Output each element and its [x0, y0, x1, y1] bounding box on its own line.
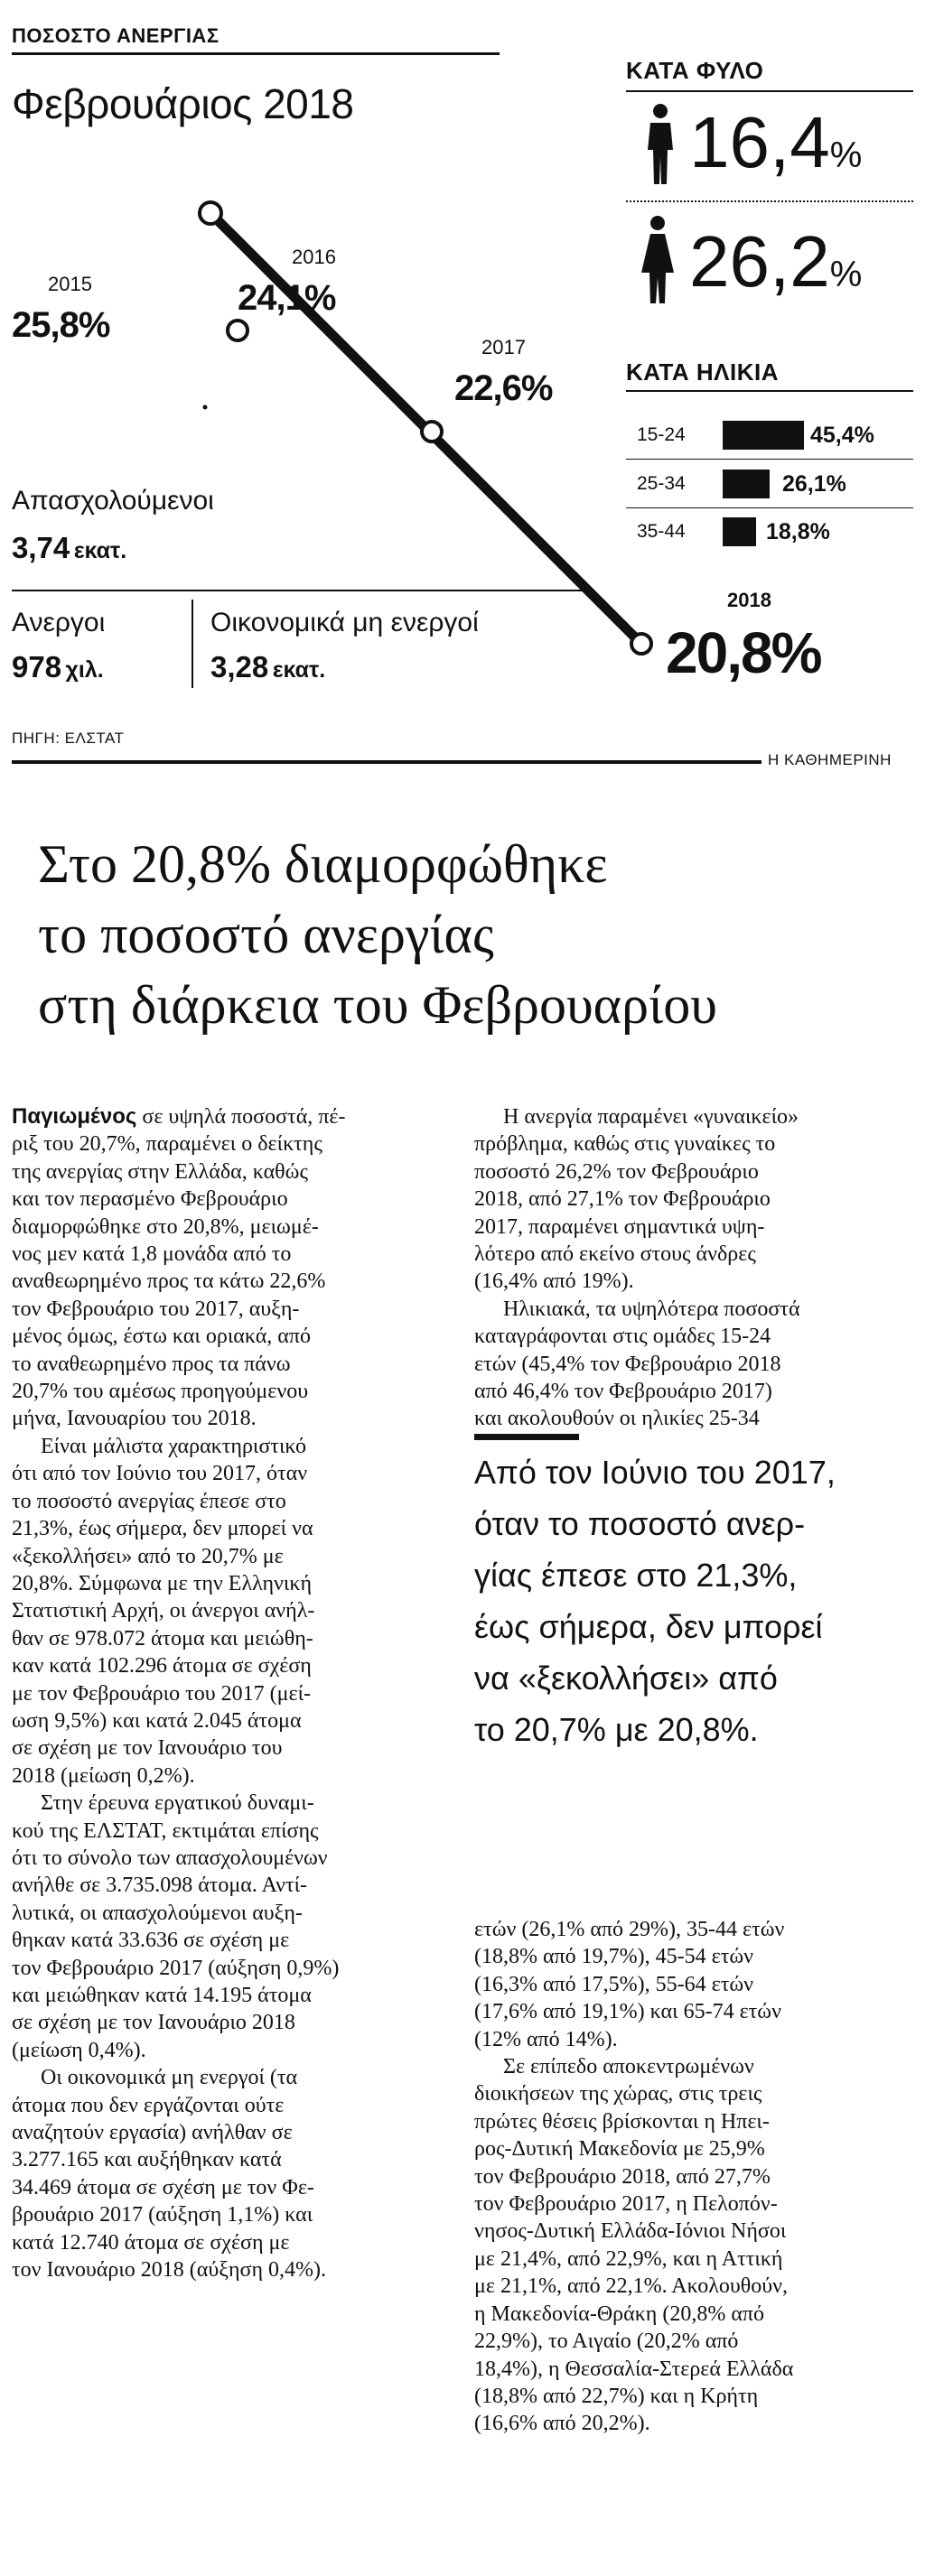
year-2018-label: 2018: [727, 589, 771, 611]
gender-heading-rule: [626, 90, 913, 92]
pull-quote-line: το 20,7% με 20,8%.: [474, 1711, 759, 1748]
article-line: Η ανεργία παραμένει «γυναικείο»: [503, 1105, 799, 1129]
article-line: (17,6% από 19,1%) και 65-74 ετών: [474, 2000, 781, 2024]
article-line: κατά 12.740 άτομα σε σχέση με: [12, 2230, 290, 2255]
article-line: ριξ του 20,7%, παραμένει ο δείκτης: [12, 1132, 322, 1157]
article-line: καν κατά 102.296 άτομα σε σχέση: [12, 1654, 312, 1679]
article-line: και ακολουθούν οι ηλικίες 25-34: [474, 1407, 760, 1431]
article-line: Ηλικιακά, τα υψηλότερα ποσοστά: [503, 1297, 800, 1321]
age-row-value: 45,4%: [810, 423, 874, 448]
point-2016: [228, 321, 248, 340]
article-line: ωση 9,5%) και κατά 2.045 άτομα: [12, 1708, 302, 1733]
article-line: 21,3%, έως σήμερα, δεν μπορεί να: [12, 1517, 313, 1541]
article-line: το αναθεωρημένο προς τα πάνω: [12, 1352, 291, 1376]
employed-value: 3,74: [12, 531, 70, 564]
pull-quote-line: όταν το ποσοστό ανερ-: [474, 1505, 806, 1542]
article-line: άτομα που δεν εργάζονται ούτε: [12, 2093, 285, 2117]
article-line: ανήλθε σε 3.735.098 άτομα. Αντί-: [12, 1874, 308, 1898]
age-bar-35-44: [723, 517, 756, 546]
year-2017-label: 2017: [481, 336, 526, 358]
article-line: αναθεωρημένο προς τα κάτω 22,6%: [12, 1269, 326, 1294]
lead-word: Παγιωμένος: [12, 1104, 137, 1129]
age-row-divider: [626, 459, 913, 460]
point-2015: [200, 202, 221, 224]
article-line: νος μεν κατά 1,8 μονάδα από το: [12, 1242, 292, 1267]
article-line: σε σχέση με τον Ιανουάριο 2018: [12, 2011, 295, 2035]
article-line: μένος όμως, έστω και οριακά, από: [12, 1325, 311, 1349]
article-line: ρος-Δυτική Μακεδονία με 25,9%: [474, 2137, 765, 2162]
article-line: 3.277.165 και αυξήθηκαν κατά: [12, 2148, 282, 2172]
article-line: 18,4%), η Θεσσαλία-Στερεά Ελλάδα: [474, 2357, 794, 2381]
article-headline: [38, 829, 905, 1040]
male-rate: [689, 102, 863, 182]
inactive-unit: εκατ.: [272, 657, 326, 683]
article-line-text: σε υψηλά ποσοστά, πέ-: [136, 1105, 346, 1129]
article-line: 20,8%. Σύμφωνα με την Ελληνική: [12, 1571, 313, 1595]
article-line: (16,4% από 19%).: [474, 1269, 634, 1294]
article-line: (16,6% από 20,2%).: [474, 2412, 650, 2436]
unemployed-value: 978: [12, 650, 62, 684]
article-line: το ποσοστό ανεργίας έπεσε στο: [12, 1489, 286, 1513]
article-line: 2017, παραμένει σημαντικά υψη-: [474, 1214, 765, 1239]
female-rate-percent: %: [829, 255, 863, 294]
article-line: από 46,4% τον Φεβρουάριο 2017): [474, 1380, 772, 1404]
gender-dotted-divider: [626, 200, 913, 202]
article-line: (16,3% από 17,5%), 55-64 ετών: [474, 1972, 754, 1996]
headline-line: στη διάρκεια του Φεβρουαρίου: [38, 975, 717, 1035]
article-line: [12, 1103, 442, 1130]
article-line: Στατιστική Αρχή, οι άνεργοι ανήλ-: [12, 1599, 315, 1623]
article-line: ποσοστό 26,2% τον Φεβρουάριο: [474, 1159, 759, 1184]
article-line: τον Φεβρουάριο 2017 (αύξηση 0,9%): [12, 1956, 340, 1980]
infographic-title: Φεβρουάριος 2018: [12, 80, 354, 127]
year-2016-label: 2016: [292, 246, 336, 268]
pull-quote: [474, 1446, 899, 1755]
article-line: (18,8% από 19,7%), 45-54 ετών: [474, 1945, 754, 1969]
inactive-value: 3,28: [210, 650, 269, 684]
article-line: Οι οικονομικά μη ενεργοί (τα: [41, 2066, 298, 2090]
article-line: ετών (26,1% από 29%), 35-44 ετών: [474, 1918, 785, 1941]
article-line: τον Ιανουάριο 2018 (αύξηση 0,4%).: [12, 2258, 326, 2283]
article-line: θαν σε 978.072 άτομα και μειώθη-: [12, 1626, 313, 1651]
article-line: μήνα, Ιανουαρίου του 2018.: [12, 1407, 257, 1431]
article-left-column: [12, 1103, 442, 2283]
article-line: 34.469 άτομα σε σχέση με τον Φε-: [12, 2175, 314, 2199]
infographic-kicker: ΠΟΣΟΣΤΟ ΑΝΕΡΓΙΑΣ: [12, 24, 220, 47]
unemployed-label: Ανεργοι: [12, 608, 106, 637]
article-line: νησος-Δυτική Ελλάδα-Ιόνιοι Νήσοι: [474, 2219, 787, 2244]
pull-quote-bar: [474, 1434, 579, 1440]
male-rate-percent: %: [829, 135, 863, 175]
dot-marker: [203, 405, 208, 410]
inactive-label: Οικονομικά μη ενεργοί: [210, 608, 479, 637]
article-line: κού της ΕΛΣΤΑΤ, εκτιμάται επίσης: [12, 1818, 319, 1843]
article-line: λυτικά, οι απασχολούμενοι αυξη-: [12, 1901, 303, 1925]
article-line: Στην έρευνα εργατικού δυναμι-: [41, 1791, 314, 1816]
pull-quote-line: γίας έπεσε στο 21,3%,: [474, 1557, 798, 1594]
pull-quote-line: Από τον Ιούνιο του 2017,: [474, 1454, 836, 1491]
male-person-icon: [644, 103, 677, 186]
age-row-label: 25-34: [637, 473, 686, 494]
article-line: 2018 (μείωση 0,2%).: [12, 1763, 195, 1788]
article-line: σε σχέση με τον Ιανουάριο του: [12, 1736, 283, 1761]
article-line: η Μακεδονία-Θράκη (20,8% από: [474, 2302, 765, 2326]
year-2015-value: 25,8%: [12, 305, 110, 345]
point-2018: [631, 634, 651, 654]
year-2017-value: 22,6%: [454, 368, 553, 408]
gender-heading: ΚΑΤΑ ΦΥΛΟ: [626, 57, 764, 84]
article-line: και τον περασμένο Φεβρουάριο: [12, 1187, 288, 1212]
article-line: τον Φεβρουάριο 2018, από 27,7%: [474, 2164, 771, 2189]
male-rate-number: 16,4: [689, 102, 830, 182]
article-line: ετών (45,4% τον Φεβρουάριο 2018: [474, 1352, 781, 1376]
article-line: αναζητούν εργασία) ανήλθαν σε: [12, 2121, 293, 2145]
year-2015-label: 2015: [48, 273, 92, 295]
publisher-credit: Η ΚΑΘΗΜΕΡΙΝΗ: [768, 751, 892, 768]
article-line: πρώτες θέσεις βρίσκονται η Ηπει-: [474, 2109, 770, 2134]
age-row-value: 26,1%: [782, 471, 846, 497]
footer-rule: [12, 760, 761, 764]
article-line: (18,8% από 22,7%) και η Κρήτη: [474, 2384, 759, 2408]
article-line: (μείωση 0,4%).: [12, 2038, 146, 2062]
source-credit: ΠΗΓΗ: ΕΛΣΤΑΤ: [12, 730, 125, 747]
article-line: με 21,1%, από 22,1%. Ακολουθούν,: [474, 2274, 788, 2299]
article-right-column-bottom: [474, 1916, 904, 2438]
unemployed-value-row: [12, 650, 104, 684]
stats-divider: [12, 590, 590, 591]
article-line: 20,7% του αμέσως προηγούμενου: [12, 1380, 309, 1404]
article-line: βρουάριο 2017 (αύξηση 1,1%) και: [12, 2203, 313, 2227]
age-row-divider: [626, 507, 913, 508]
age-row-label: 15-24: [637, 424, 686, 445]
article-line: 22,9%), το Αιγαίο (20,2% από: [474, 2330, 739, 2354]
age-bar-15-24: [723, 421, 804, 450]
age-bar-25-34: [723, 470, 770, 498]
female-rate: [689, 221, 863, 302]
article-line: Είναι μάλιστα χαρακτηριστικό: [41, 1434, 306, 1458]
article-line: τον Φεβρουάριο 2017, η Πελοπόν-: [474, 2192, 778, 2217]
article-line: «ξεκολλήσει» από το 20,7% με: [12, 1544, 284, 1568]
article-line: θηκαν κατά 33.636 σε σχέση με: [12, 1929, 290, 1953]
article-line: ότι από τον Ιούνιο του 2017, όταν: [12, 1462, 308, 1486]
article-line: (12% από 14%).: [474, 2027, 618, 2051]
article-line: λότερο από εκείνο στους άνδρες: [474, 1242, 756, 1267]
headline-line: το ποσοστό ανεργίας: [38, 905, 494, 964]
employed-label: Απασχολούμενοι: [12, 486, 214, 516]
article-line: με 21,4%, από 22,9%, και η Αττική: [474, 2246, 783, 2271]
headline-line: Στο 20,8% διαμορφώθηκε: [38, 834, 608, 894]
article-line: της ανεργίας στην Ελλάδα, καθώς: [12, 1159, 308, 1184]
employed-unit: εκατ.: [73, 538, 127, 563]
age-row-value: 18,8%: [766, 519, 830, 544]
unemployed-unit: χιλ.: [65, 657, 104, 683]
article-line: με τον Φεβρουάριο του 2017 (μεί-: [12, 1681, 312, 1706]
year-2016-value: 24,1%: [238, 278, 336, 318]
point-2017: [422, 422, 442, 442]
year-2018-value: 20,8%: [666, 620, 821, 685]
article-line: διαμορφώθηκε στο 20,8%, μειωμέ-: [12, 1214, 319, 1239]
inactive-value-row: [210, 650, 325, 684]
article-line: διοικήσεων της χώρας, στις τρεις: [474, 2082, 762, 2106]
stats-vertical-divider: [192, 600, 193, 688]
article-line: πρόβλημα, καθώς στις γυναίκες το: [474, 1132, 776, 1157]
article-right-column-top: [474, 1103, 904, 1433]
article-line: καταγράφονται στις ομάδες 15-24: [474, 1325, 771, 1349]
employed-value-row: [12, 531, 126, 565]
article-line: και μειώθηκαν κατά 14.195 άτομα: [12, 1984, 312, 2007]
age-heading-rule: [626, 390, 913, 392]
female-person-icon: [640, 215, 676, 305]
age-row-label: 35-44: [637, 521, 686, 542]
article-line: τον Φεβρουάριο του 2017, αυξη-: [12, 1297, 300, 1321]
age-heading: ΚΑΤΑ ΗΛΙΚΙΑ: [626, 358, 779, 386]
article-line: Σε επίπεδο αποκεντρωμένων: [503, 2055, 754, 2079]
article-line: ότι το σύνολο των απασχολουμένων: [12, 1846, 328, 1870]
pull-quote-line: να «ξεκολλήσει» από: [474, 1660, 778, 1697]
female-rate-number: 26,2: [689, 221, 830, 302]
article-line: 2018, από 27,1% τον Φεβρουάριο: [474, 1187, 771, 1212]
pull-quote-line: έως σήμερα, δεν μπορεί: [474, 1608, 823, 1645]
